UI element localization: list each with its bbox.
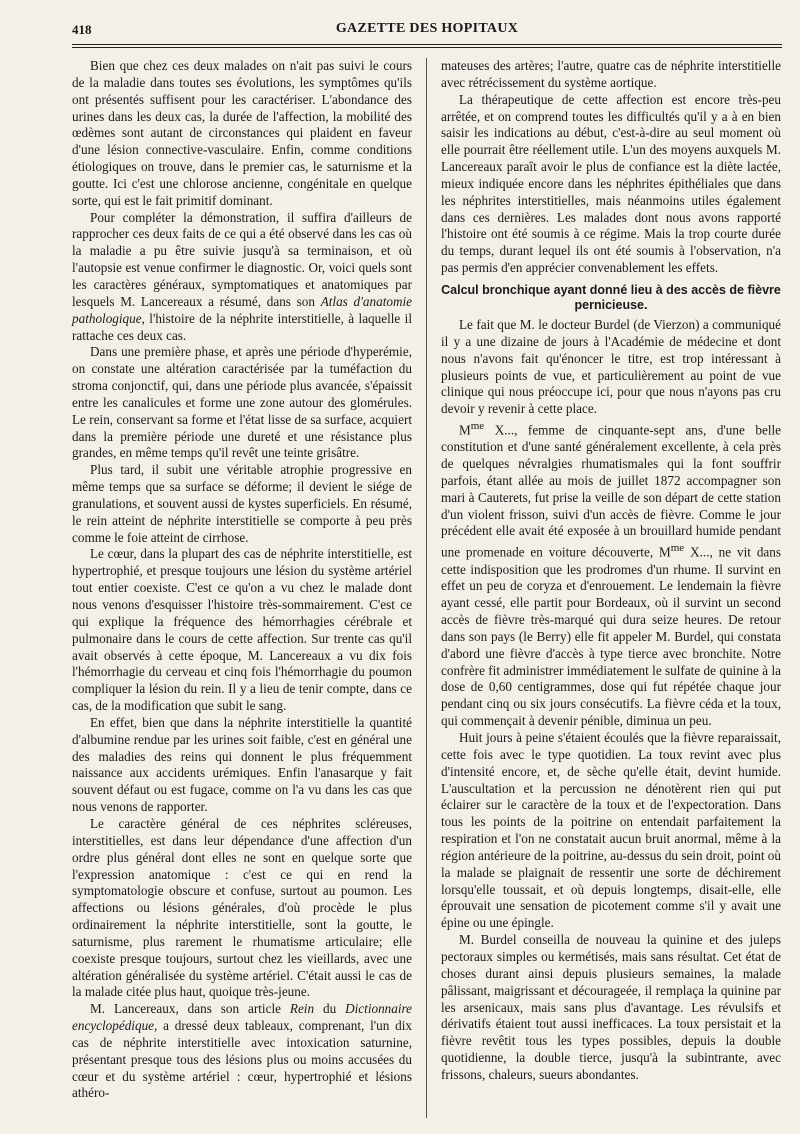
paragraph: Le caractère général de ces néphrites scléreuses, interstitielles, est dans leur dépendance d'une affection d'un ordre plus général dont elles ne sont en quelque sorte que l'expression anatomique : c'est ce qui en rend la symptomatologie obscure et confuse, surtout au poumon. Les affections ou lésions générales, d'où procède le plus ordinairement la néphrite interstitielle, sont la goutte, le saturnisme, plus rarement le rhumatisme articulaire; elle coexiste presque toujours, surtout chez les vieillards, avec une altération généralisée du système artériel. C'était aussi le cas de la malade citée plus haut, quoique très-jeune. [72, 815, 412, 1000]
page-header [72, 20, 782, 42]
paragraph: Le cœur, dans la plupart des cas de néphrite interstitielle, est hypertrophié, et presque toujours une lésion du système artériel tout entier coexiste. C'est ce qu'on a vu chez le malade dont nous venons d'esquisser l'histoire très-sommairement. C'est ce qui explique la fréquence des hémorrhagies cérébrale et pulmonaire dans le cours de cette affection. Sur trente cas qu'il avait observés à cette époque, M. Lancereaux a vu dix fois l'hémorrhagie du cerveau et cinq fois l'hémorrhagie du poumon compliquer la lésion du rein. Il y a lieu de tenir compte, dans ce cas, de la modification que subit le sang. [72, 546, 412, 714]
page-number: 418 [72, 22, 92, 37]
paragraph: $M^{me}$ X..., femme de cinquante-sept ans, d'une belle constitution et d'une santé généralement excellente, à cela près de quelques névralgies rhumatismales qui la font souffrir parfois, étant allée au mois de juillet 1872 accompagner son mari à Cauterets, fut prise la veille de son départ de cette station d'un violent frisson, suivi d'un accès de fièvre. Comme le jour précédent elle avait été exposée à un brouillard humide pendant une promenade en voiture découverte, $M^{me}$ X..., ne vit dans cette indisposition que les prodromes d'un rhume. Il survint en effet un peu de coryza et d'enrouement. Le lendemain la fièvre ayant cessé, elle partit pour Bordeaux, où il survint un second accès de fièvre très-marqué qui dura seize heures. De retour dans son pays (le Berry) elle fit appeler M. Burdel, qui constata d'abord une fièvre d'accès à type tierce avec bronchite. Notre confrère fit administrer immédiatement le sulfate de quinine à la dose de 0,60 centigrammes, dose qui fut répétée chaque jour pendant cinq ou six jours consécutifs. La fièvre céda et la toux, qui commençait à devenir pénible, diminua un peu. [441, 420, 781, 729]
paragraph: La thérapeutique de cette affection est encore très-peu arrêtée, et on comprend toutes les difficultés qu'il y a à en bien saisir les indications au début, c'est-à-dire au seul moment où elle pourrait être réellement utile. L'un des moyens auxquels M. Lancereaux paraît avoir le plus de confiance est la diète lactée, mieux indiquée encore dans les néphrites épithéliales que dans les néphrites interstitielles, mais néanmoins utiles également dans ces dernières. Les malades dont nous avons rapporté l'histoire ont été soumis à ce régime. Mais la trop courte durée du temps, durant lequel ils ont été soumis à l'observation, n'a pas permis d'en apprécier convenablement les effets. [441, 91, 781, 276]
section-title: Calcul bronchique ayant donné lieu à des accès de fièvre pernicieuse. [441, 282, 781, 312]
paragraph: Bien que chez ces deux malades on n'ait pas suivi le cours de la maladie dans toutes ses évolutions, les symptômes qu'ils ont présentés suffisent pour les caractériser. L'abondance des urines dans les deux cas, la durée de l'affection, la mobilité des œdèmes sont autant de circonstances qui plaident en faveur d'une lésion connective-vasculaire. Enfin, comme conditions étiologiques on trouve, dans le premier cas, le saturnisme et la goutte. Ici c'est une chlorose ancienne, congénitale en quelque sorte, qui est le fait primitif dominant. [72, 58, 412, 208]
running-title: GAZETTE DES HOPITAUX [335, 21, 519, 36]
paragraph: mateuses des artères; l'autre, quatre cas de néphrite interstitielle avec rétrécissement du système aortique. [441, 58, 781, 90]
column-divider [426, 58, 427, 1118]
left-column [72, 58, 412, 1102]
paragraph: Huit jours à peine s'étaient écoulés que la fièvre reparaissait, cette fois avec le type quotidien. La toux revint avec plus d'intensité encore, et, de sèche qu'elle était, devint humide. L'auscultation et la percussion ne dénotèrent rien qui put éclairer sur le caractère de la toux et de l'expectoration. Dans tous les points de la poitrine on entendait parfaitement la respiration et l'on ne constatait aucun bruit anormal, même à la région antérieure de la poitrine, au-dessus du sein droit, point où la malade se plaignait de ressentir une sorte de déchirement lorsqu'elle toussait, et où depuis longtemps, disait-elle, elle éprouvait une sensation de picotement comme s'il y avait une épine ou une épingle. [441, 730, 781, 931]
paragraph: M. Burdel conseilla de nouveau la quinine et des juleps pectoraux simples ou kermétisés, mais sans résultat. Cet état de choses durant ainsi depuis plusieurs semaines, la malade pâlissant, maigrissant et décourageée, il remplaça la quinine par les arsenicaux, mais sans plus d'avantage. Les révulsifs et dérivatifs étaient tout aussi inefficaces. La toux persistait et la fièvre revêtit tous les types possibles, depuis la double quotidienne, la double tierce, jusqu'à la subintrante, avec frissons, chaleurs, sueurs abondantes. [441, 932, 781, 1082]
paragraph: Dans une première phase, et après une période d'hyperémie, on constate une altération caractérisée par la tuméfaction du stroma conjonctif, qui, dans une période plus avancée, s'épaissit entre les canalicules et forme une zone autour des glomérules. Le rein, conservant sa forme et l'état lisse de sa surface, acquiert dans la première période une dureté et une résistance plus grandes, en même temps qu'il revêt une teinte grisâtre. [72, 344, 412, 461]
paragraph: Pour compléter la démonstration, il suffira d'ailleurs de rapprocher ces deux faits de ce qui a été observé dans les cas où la maladie a pu être suivie jusqu'à sa terminaison, et où l'autopsie est venue confirmer le diagnostic. Or, voici quels sont les caractères généraux, symptomatiques et anatomiques par lesquels M. Lancereaux a résumé, dans son Atlas d'anatomie pathologique, l'histoire de la néphrite interstitielle, à laquelle il rattache ces deux cas. [72, 209, 412, 343]
paragraph: M. Lancereaux, dans son article Rein du Dictionnaire encyclopédique, a dressé deux tableaux, comprenant, l'un dix cas de néphrite interstitielle avec intoxication saturnine, présentant presque tous des lésions plus ou moins accusées du cœur et du système artériel : cœur, hypertrophié et lésions athéro- [72, 1001, 413, 1101]
paragraph: Plus tard, il subit une véritable atrophie progressive en même temps que sa surface se déforme; il devient le siége de granulations, et souvent aussi de kystes superficiels. En résumé, le rein atteint de néphrite interstitielle se comporte à peu près comme le foie atteint de cirrhose. [72, 462, 412, 545]
right-column [441, 58, 781, 1084]
paragraph: Le fait que M. le docteur Burdel (de Vierzon) a communiqué il y a une dizaine de jours à l'Académie de médecine et dont nous n'avons fait qu'énoncer le titre, est trop intéressant à plusieurs points de vue, et particulièrement au point de vue clinique qui nous préoccupe ici, pour que nous n'ayons pas cru devoir y revenir à cette place. [441, 316, 781, 417]
header-rule [72, 44, 782, 45]
paragraph: En effet, bien que dans la néphrite interstitielle la quantité d'albumine rendue par les urines soit faible, c'est en général une des maladies des reins qui donnent le plus fréquemment naissance aux accidents urémiques. Enfin l'anasarque y fait souvent défaut ou est fugace, comme on l'a vu dans les cas que nous venons de rapporter. [72, 714, 412, 815]
header-rule-double [72, 47, 782, 48]
